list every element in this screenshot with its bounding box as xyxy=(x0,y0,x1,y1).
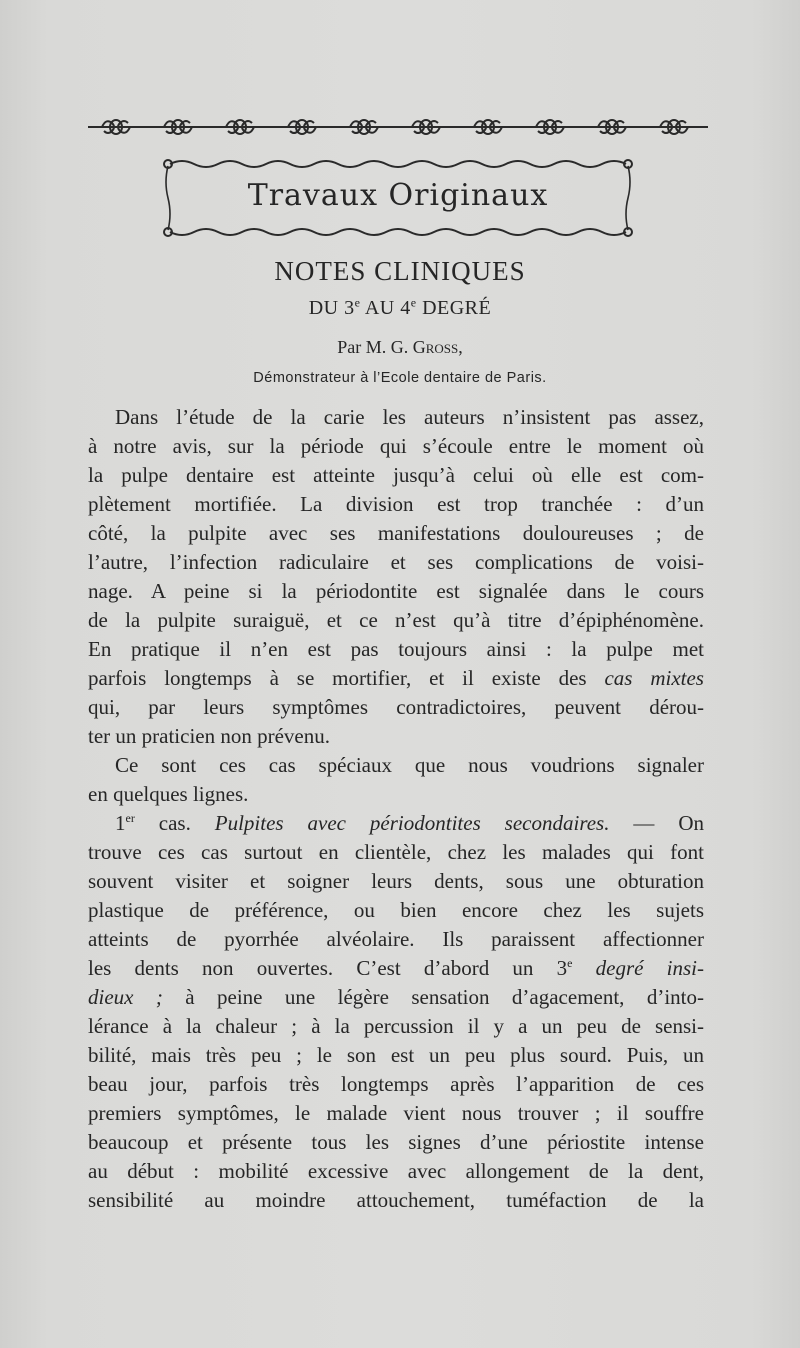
body-line: sensibilité au moindre attouchement, tuméfaction de la xyxy=(88,1188,704,1212)
body-line: les dents non ouvertes. C’est d’abord un 3e degré insi- xyxy=(88,956,704,980)
section-title: Travaux Originaux xyxy=(247,178,549,213)
ornament-band xyxy=(88,114,708,140)
author-line: Par M. G. Gross, xyxy=(337,337,463,357)
body-line: atteints de pyorrhée alvéolaire. Ils paraissent affectionner xyxy=(88,927,704,951)
body-line: côté, la pulpite avec ses manifestations douloureuses ; de xyxy=(88,521,704,545)
body-line: lérance à la chaleur ; à la percussion il y a un peu de sensi- xyxy=(88,1014,704,1038)
body-line: qui, par leurs symptômes contradictoires, peuvent dérou- xyxy=(88,695,704,719)
body-line: à notre avis, sur la période qui s’écoule entre le moment où xyxy=(88,434,704,458)
body-line: En pratique il n’en est pas toujours ainsi : la pulpe met xyxy=(88,637,704,661)
body-line: beaucoup et présente tous les signes d’une périostite intense xyxy=(88,1130,704,1154)
body-line: en quelques lignes. xyxy=(88,782,249,806)
body-line: plètement mortifiée. La division est trop tranchée : d’un xyxy=(88,492,704,516)
body-line: de la pulpite suraiguë, et ce n’est qu’à titre d’épiphénomène. xyxy=(88,608,704,632)
body-line: premiers symptômes, le malade vient nous trouver ; il souffre xyxy=(88,1101,704,1125)
article-subhead: DU 3e AU 4e DEGRÉ xyxy=(308,295,492,319)
body-line: dieux ; à peine une légère sensation d’agacement, d’into- xyxy=(88,985,704,1009)
body-line: l’autre, l’infection radiculaire et ses complications de voisi- xyxy=(88,550,704,574)
body-line: plastique de préférence, ou bien encore chez les sujets xyxy=(88,898,704,922)
body-line: beau jour, parfois très longtemps après l’apparition de ces xyxy=(88,1072,704,1096)
body-line: Dans l’étude de la carie les auteurs n’insistent pas assez, xyxy=(115,405,704,429)
body-line: nage. A peine si la périodontite est signalée dans le cours xyxy=(88,579,704,603)
body-line: souvent visiter et soigner leurs dents, sous une obturation xyxy=(88,869,704,893)
body-line: la pulpe dentaire est atteinte jusqu’à celui où elle est com- xyxy=(88,463,704,487)
body-line: parfois longtemps à se mortifier, et il existe des cas mixtes xyxy=(88,666,704,690)
body-line: trouve ces cas surtout en clientèle, chez les malades qui font xyxy=(88,840,704,864)
body-line: Ce sont ces cas spéciaux que nous voudrions signaler xyxy=(115,753,704,777)
author-affiliation: Démonstrateur à l’Ecole dentaire de Paris. xyxy=(253,370,547,386)
body-line: bilité, mais très peu ; le son est un peu plus sourd. Puis, un xyxy=(88,1043,704,1067)
body-line: ter un praticien non prévenu. xyxy=(88,724,330,748)
case-heading-line: 1er cas. Pulpites avec périodontites secondaires. — On xyxy=(115,811,704,835)
body-line: au début : mobilité excessive avec allongement de la dent, xyxy=(88,1159,704,1183)
article-headline: NOTES CLINIQUES xyxy=(274,256,526,286)
